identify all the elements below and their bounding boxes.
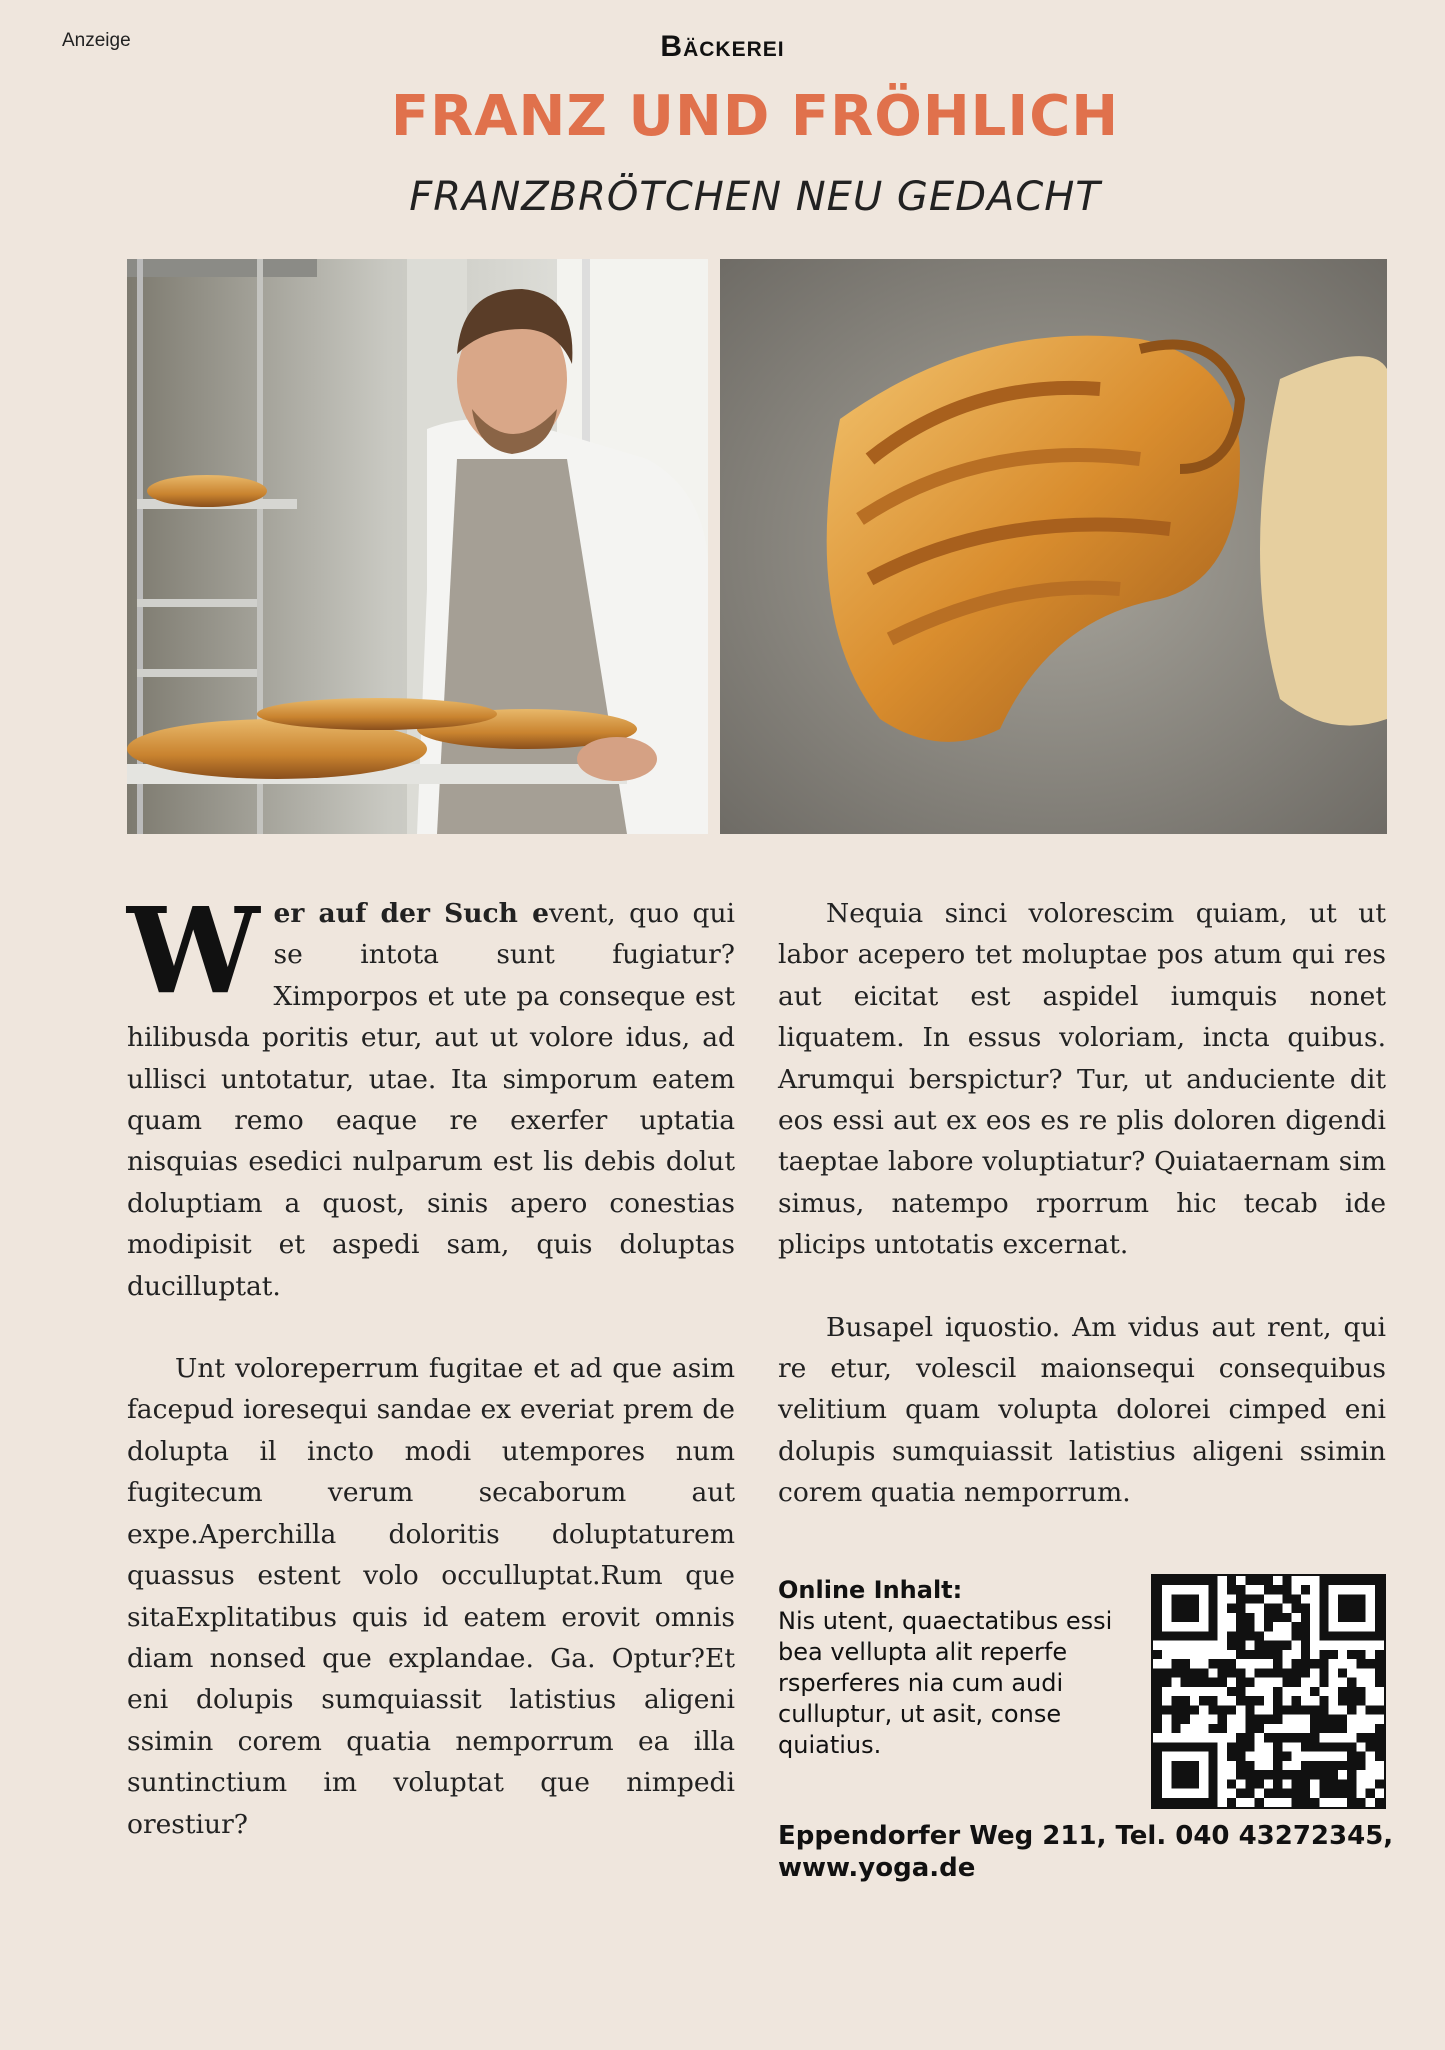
baker-photo xyxy=(127,259,708,834)
ad-label: Anzeige xyxy=(62,30,131,51)
online-text: Nis utent, quaectatibus essi bea vellupta alit reperfe rsperferes nia cum audi culluptur, ut asit, conse quiatius. xyxy=(778,1607,1113,1759)
article-paragraph-3: Nequia sinci volorescim quiam, ut ut labor acepero tet moluptae pos atum qui res aut eicitat est aspidel iumquis nonet liquatem. In essus voloriam, incta quibus. Arumqui berspictur? Tur, ut anduciente dit eos essi aut ex eos es re plis doloren digendi taeptae labore voluptiatur? Quiataernam sim simus, natempo rporrum hic tecab ide plicips untotatis excernat. xyxy=(778,898,1386,1261)
online-title: Online Inhalt: xyxy=(778,1576,963,1604)
lead-in: er auf der Such e xyxy=(273,898,549,929)
article-column-left xyxy=(127,881,735,1845)
article-column-right xyxy=(778,893,1386,1514)
article-paragraph-1 xyxy=(127,881,735,1307)
pastry-photo xyxy=(720,259,1387,834)
drop-cap: W xyxy=(127,881,260,1020)
address: Eppendorfer Weg 211, Tel. 040 43272345, www.yoga.de xyxy=(778,1821,1394,1883)
article-paragraph-4: Busapel iquostio. Am vidus aut rent, qui re etur, volescil maionsequi consequibus velitium quam volupta dolorei cimped eni dolupis sumquiassit latistius aligeni ssimin corem quatia nemporrum. xyxy=(778,1311,1386,1509)
paragraph-1-text: vent, quo qui se intota sunt fugiatur? Ximporpos et ute pa conseque est hilibusda poritis etur, aut ut volore idus, ad ullisci untotatur, utae. Ita simporum eatem quam remo eaque re exerfer uptatia nisquias esedici nulparum est lis debis dolut doluptiam a quost, sinis apero conestias modipisit et aspedi sam, quis doluptas ducilluptat. xyxy=(127,898,735,1302)
article-paragraph-2: Unt voloreperrum fugitae et ad que asim facepud ioresequi sandae ex everiat prem de dolupta il incto modi utempores num fugitecum verum secaborum aut expe.Aperchilla doloritis doluptaturem quassus estent volo occulluptat.Rum que sitaExplitatibus quis id eatem erovit omnis diam nonsed que explandae. Ga. Optur?Et eni dolupis sumquiassit latistius aligeni ssimin corem quatia nemporrum ea illa suntinctium im voluptat que nimpedi orestiur? xyxy=(127,1353,735,1840)
online-content-box xyxy=(778,1575,1118,1761)
subheadline: FRANZBRÖTCHEN NEU GEDACHT xyxy=(409,174,1101,220)
qr-code[interactable] xyxy=(1151,1574,1386,1809)
kicker: Bäckerei xyxy=(660,30,785,63)
headline: FRANZ UND FRÖHLICH xyxy=(390,84,1120,149)
